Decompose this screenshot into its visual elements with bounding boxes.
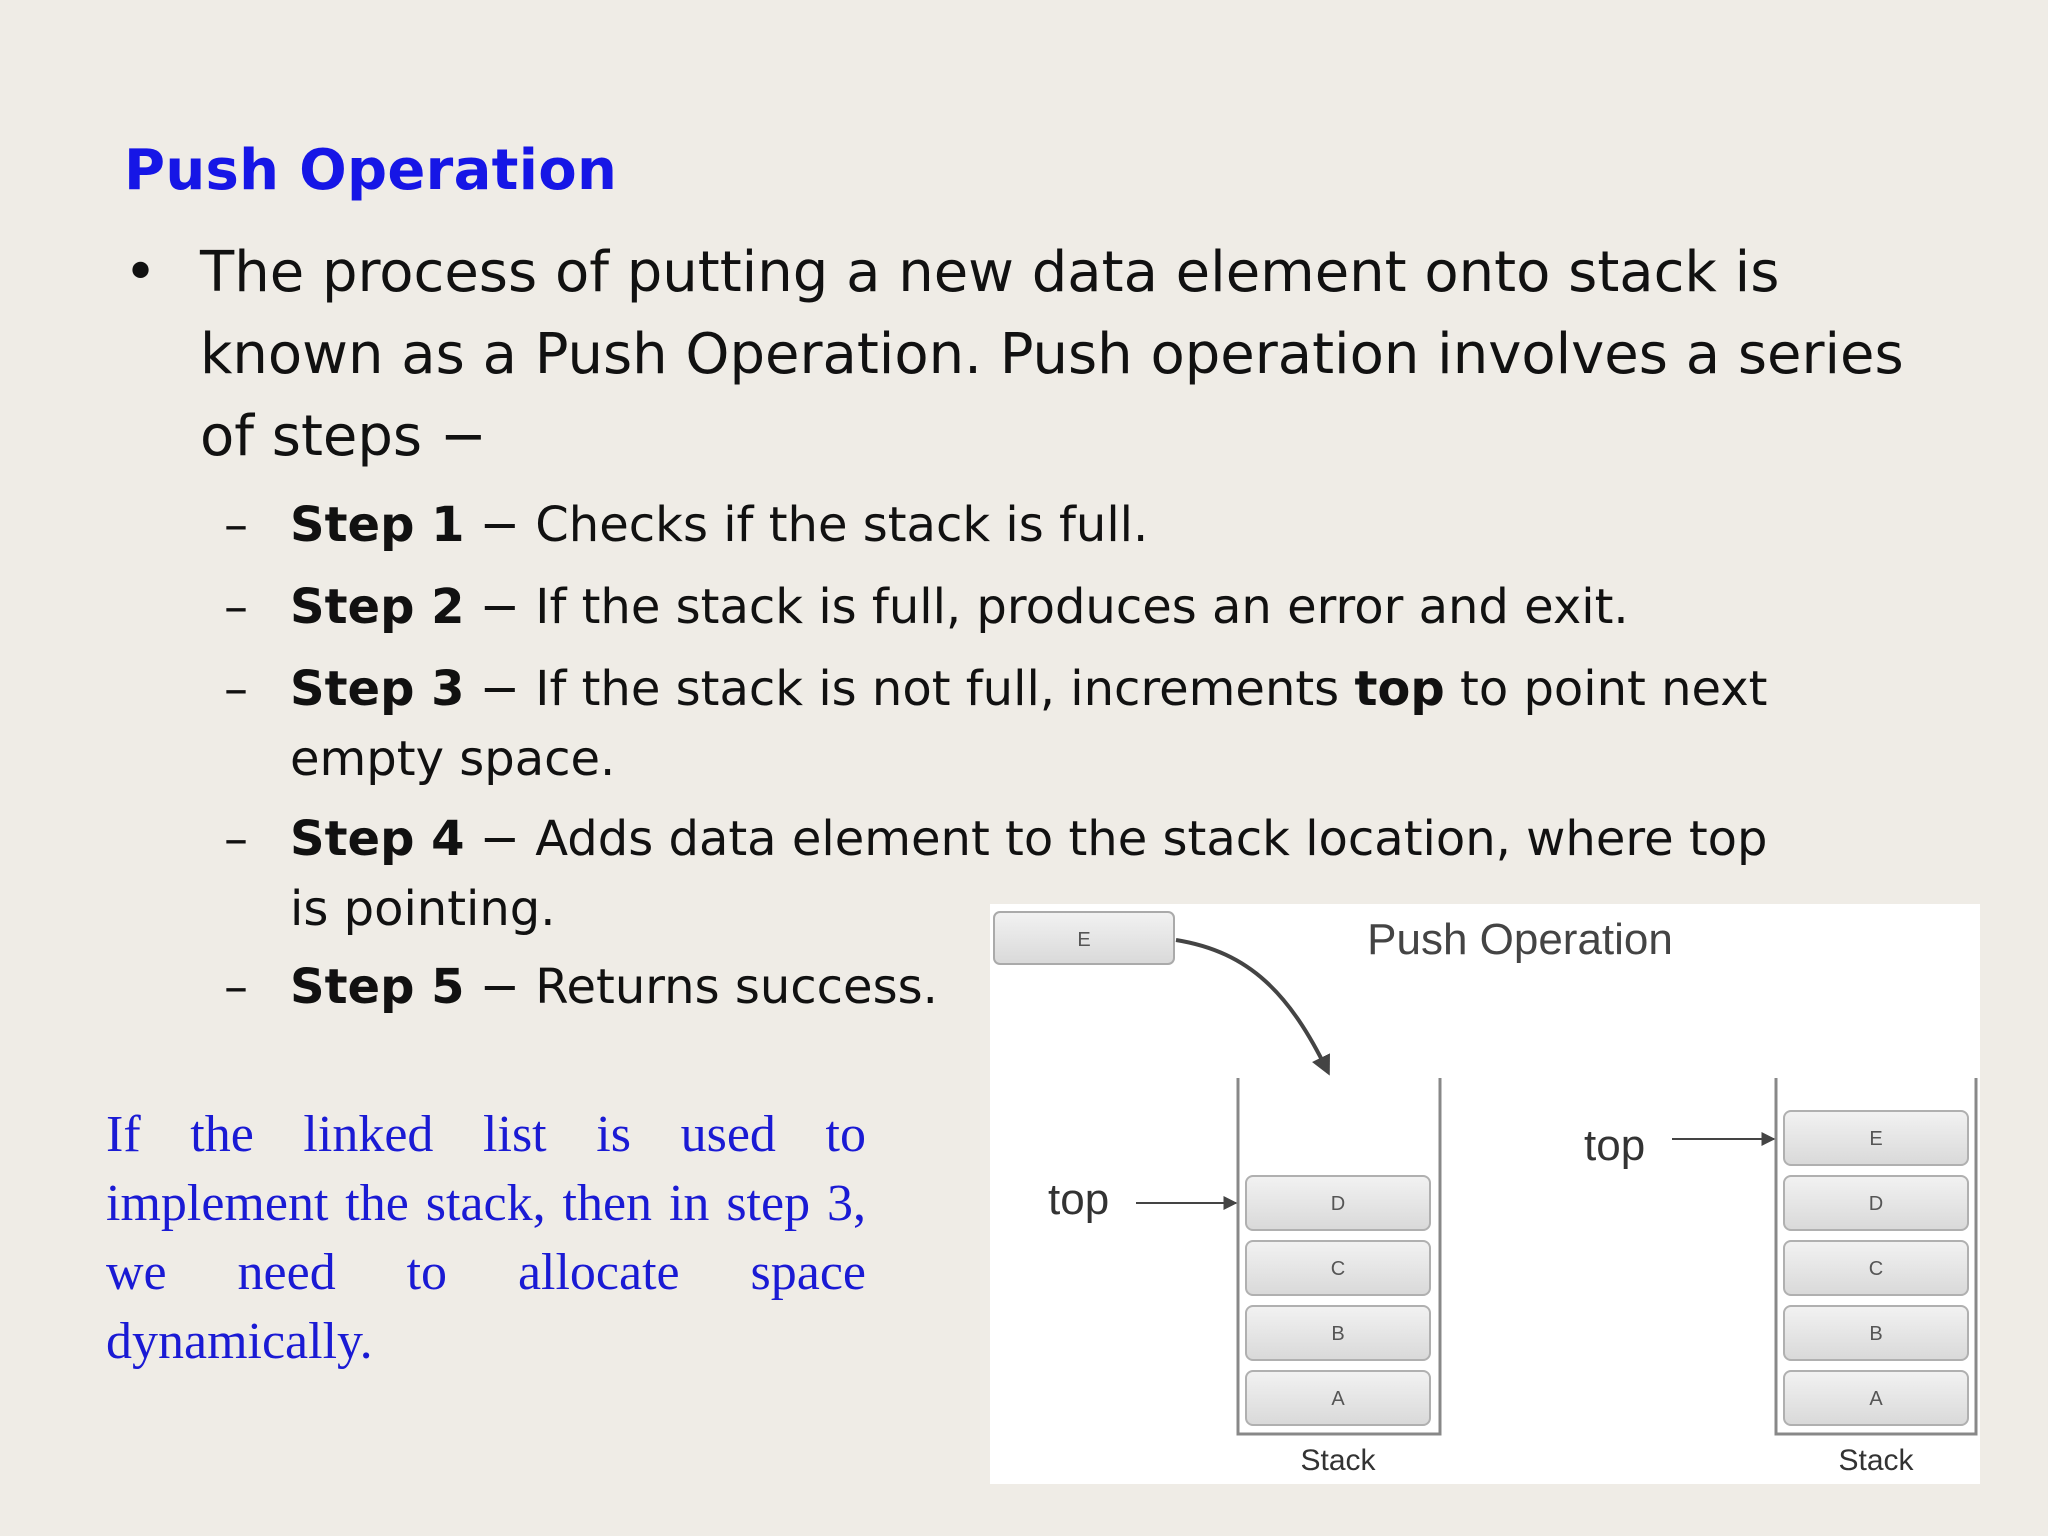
- step-label: Step 3: [290, 661, 465, 717]
- incoming-element: [994, 912, 1174, 964]
- stack-item: [1246, 1176, 1430, 1230]
- stack-item: [1784, 1306, 1968, 1360]
- stack-item: [1784, 1241, 1968, 1295]
- stack-item-label: C: [1330, 1258, 1346, 1280]
- top-keyword: top: [1354, 661, 1445, 717]
- bullet-text: The process of putting a new data element onto stack is known as a Push Operation. Push operation involves a series of steps −: [200, 240, 1904, 469]
- stack-item-label: E: [1869, 1128, 1883, 1150]
- step-body: − If the stack is full, produces an error and exit.: [464, 579, 1629, 635]
- step-body: − Adds data element to the stack location, where top is pointing.: [290, 811, 1768, 937]
- stack-item-label: D: [1330, 1193, 1346, 1215]
- step-body: − Checks if the stack is full.: [464, 497, 1149, 553]
- slide-title: Push Operation: [124, 138, 618, 203]
- dash: –: [224, 497, 248, 553]
- stack-item-label: D: [1868, 1193, 1884, 1215]
- dash: –: [224, 811, 248, 867]
- right-stack: [1584, 1078, 1976, 1477]
- push-operation-diagram: [990, 904, 1980, 1484]
- step-label: Step 4: [290, 811, 465, 867]
- step-text: [290, 654, 1870, 794]
- diagram-title: Push Operation: [1367, 915, 1673, 964]
- dash: –: [224, 661, 248, 717]
- step-label: Step 1: [290, 497, 465, 553]
- stack-item: [1784, 1371, 1968, 1425]
- right-top-pointer-label: top: [1584, 1121, 1646, 1170]
- bullet-dot: •: [124, 240, 158, 305]
- stack-item: [1246, 1371, 1430, 1425]
- stack-item-label: B: [1869, 1323, 1883, 1345]
- stack-item-label: A: [1331, 1388, 1345, 1410]
- stack-item: [1246, 1306, 1430, 1360]
- dash: –: [224, 959, 248, 1015]
- step-body: − If the stack is not full, increments: [464, 661, 1355, 717]
- incoming-element-label: E: [1077, 929, 1091, 951]
- linked-list-note: If the linked list is used to implement the stack, then in step 3, we need to allocate space dynamically.: [106, 1106, 866, 1370]
- dash: –: [224, 579, 248, 635]
- stack-item: [1784, 1111, 1968, 1165]
- step-text: [290, 572, 1870, 642]
- diagram-svg: [990, 904, 1980, 1484]
- step-body-end: to point next empty space.: [290, 661, 1768, 787]
- left-top-pointer-label: top: [1048, 1175, 1110, 1224]
- step-label: Step 5: [290, 959, 465, 1015]
- stack-item: [1246, 1241, 1430, 1295]
- stack-item: [1784, 1176, 1968, 1230]
- stack-item-label: C: [1868, 1258, 1884, 1280]
- left-stack: [1048, 1078, 1440, 1477]
- stack-item-label: B: [1331, 1323, 1345, 1345]
- step-label: Step 2: [290, 579, 465, 635]
- right-stack-label: Stack: [1838, 1444, 1914, 1477]
- step-text: [290, 490, 1870, 560]
- push-arrow: [1176, 940, 1328, 1072]
- step-body: − Returns success.: [464, 959, 938, 1015]
- left-stack-label: Stack: [1300, 1444, 1376, 1477]
- stack-item-label: A: [1869, 1388, 1883, 1410]
